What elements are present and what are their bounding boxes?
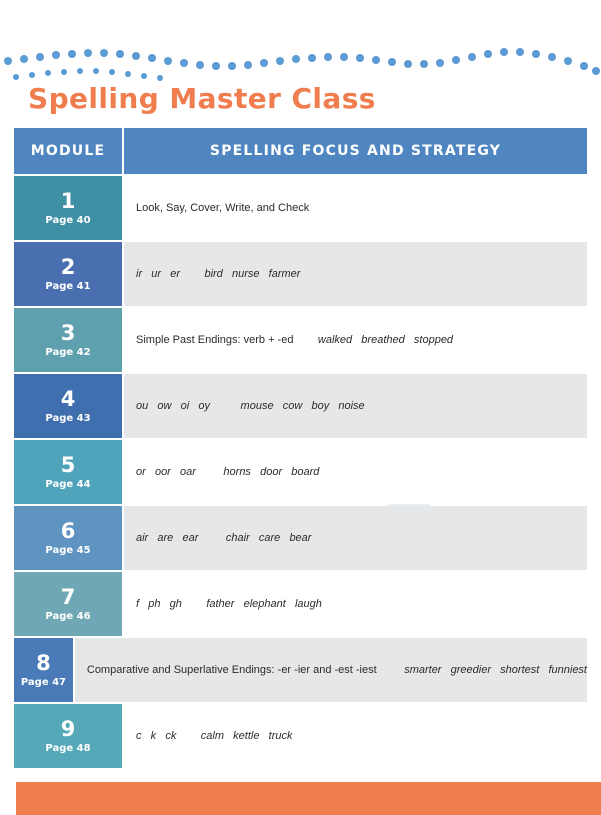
module-number: 6	[60, 519, 76, 543]
focus-cell	[122, 506, 587, 570]
focus-cell	[122, 572, 587, 636]
table-row	[14, 176, 587, 240]
module-cell	[14, 440, 122, 504]
table-row	[14, 242, 587, 306]
focus-cell	[122, 308, 587, 372]
spelling-module-table	[14, 128, 587, 768]
module-page: Page 44	[45, 479, 91, 490]
module-page: Page 42	[45, 347, 91, 358]
table-header-row	[14, 128, 587, 174]
focus-cell	[122, 374, 587, 438]
module-cell	[14, 638, 73, 702]
focus-italic-text: c k ck calm kettle truck	[136, 730, 293, 742]
focus-italic-text: f ph gh father elephant laugh	[136, 598, 322, 610]
table-row	[14, 374, 587, 438]
focus-plain-text: Look, Say, Cover, Write, and Check	[136, 202, 310, 214]
module-cell	[14, 308, 122, 372]
table-row	[14, 440, 587, 504]
table-row	[14, 506, 587, 570]
focus-cell	[122, 176, 587, 240]
page-title: Spelling Master Class	[28, 82, 376, 115]
module-number: 8	[36, 651, 51, 675]
module-cell	[14, 374, 122, 438]
module-number: 7	[60, 585, 76, 609]
module-cell	[14, 176, 122, 240]
focus-italic-text: or oor oar horns door board	[136, 466, 320, 478]
table-row	[14, 638, 587, 702]
module-number: 2	[60, 255, 76, 279]
module-page: Page 43	[45, 413, 91, 424]
module-number: 3	[60, 321, 76, 345]
module-cell	[14, 572, 122, 636]
focus-italic-text: walked breathed stopped	[293, 334, 454, 346]
module-cell	[14, 704, 122, 768]
module-number: 9	[60, 717, 76, 741]
table-row	[14, 572, 587, 636]
module-number: 1	[60, 189, 76, 213]
footer-accent-bar	[0, 782, 601, 815]
column-header-focus: SPELLING FOCUS AND STRATEGY	[122, 128, 587, 174]
focus-italic-text: ou ow oi oy mouse cow boy noise	[136, 400, 365, 412]
table-row	[14, 704, 587, 768]
module-page: Page 40	[45, 215, 91, 226]
focus-cell	[122, 704, 587, 768]
module-number: 5	[60, 453, 76, 477]
module-cell	[14, 506, 122, 570]
footer-left-gap	[0, 782, 16, 815]
focus-italic-text: air are ear chair care bear	[136, 532, 312, 544]
column-header-module: MODULE	[30, 143, 106, 159]
module-page: Page 47	[20, 677, 67, 688]
dotted-wave-decoration	[0, 30, 601, 85]
focus-plain-text: Comparative and Superlative Endings: -er -ier and -est -iest	[86, 664, 377, 676]
focus-cell	[122, 440, 587, 504]
module-cell	[14, 242, 122, 306]
table-row	[14, 308, 587, 372]
module-page: Page 48	[45, 743, 91, 754]
module-page: Page 46	[45, 611, 91, 622]
module-page: Page 45	[45, 545, 91, 556]
focus-plain-text: Simple Past Endings: verb + -ed	[136, 334, 294, 346]
module-page: Page 41	[45, 281, 91, 292]
focus-italic-text: smarter greedier shortest funniest	[376, 664, 587, 676]
module-number: 4	[60, 387, 76, 411]
focus-cell	[73, 638, 587, 702]
focus-cell	[122, 242, 587, 306]
focus-italic-text: ir ur er bird nurse farmer	[136, 268, 301, 280]
